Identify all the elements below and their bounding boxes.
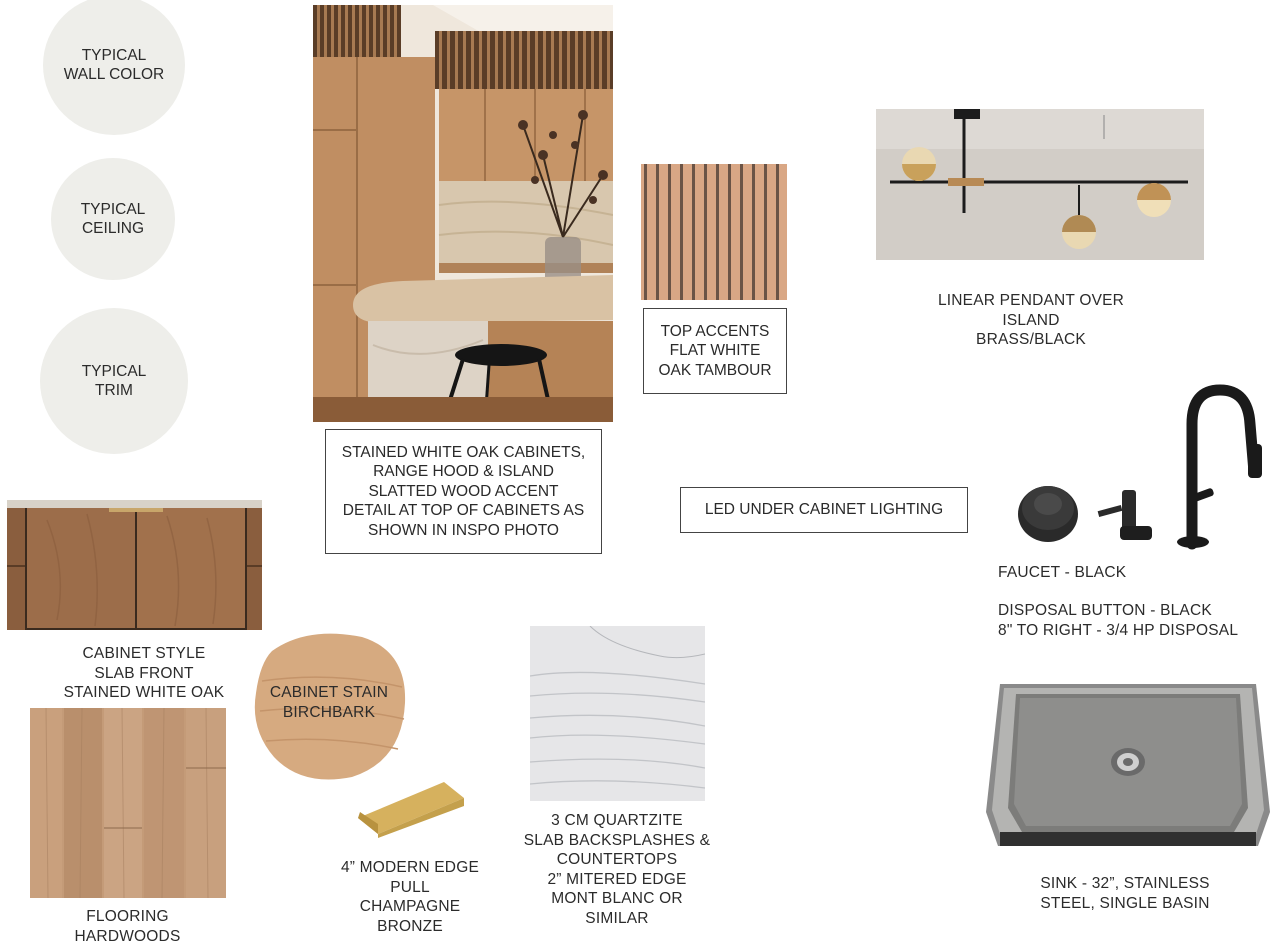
trim-label: TYPICAL TRIM (81, 362, 147, 399)
quartzite-caption: 3 CM QUARTZITE SLAB BACKSPLASHES & COUNTERTOPS 2” MITERED EDGE MONT BLANC OR SIMILAR (523, 812, 711, 927)
ceiling-swatch (51, 158, 175, 280)
edge-pull-photo (352, 780, 468, 838)
trim-swatch (40, 308, 188, 454)
cabinet-style-photo (7, 500, 262, 630)
led-lighting-box (680, 487, 968, 533)
inspiration-photo (313, 5, 613, 422)
sink-photo (986, 682, 1270, 846)
flooring-photo (30, 708, 226, 898)
pendant-caption: LINEAR PENDANT OVER ISLAND BRASS/BLACK (937, 292, 1125, 348)
inspo-caption: STAINED WHITE OAK CABINETS, RANGE HOOD & ISLAND SLATTED WOOD ACCENT DETAIL AT TOP OF CABINETS AS SHOWN IN INSPO PHOTO (341, 443, 586, 539)
tambour-caption-box (643, 308, 787, 394)
pendant-light-photo (876, 109, 1204, 260)
sink-caption: SINK - 32”, STAINLESS STEEL, SINGLE BASIN (1040, 875, 1210, 912)
cabinet-style-caption: CABINET STYLE SLAB FRONT STAINED WHITE OAK (63, 645, 225, 701)
faucet-fixtures-photo (1010, 384, 1272, 550)
faucet-caption: FAUCET - BLACK (998, 564, 1127, 581)
wall-color-swatch (43, 0, 185, 135)
tambour-sample (641, 164, 787, 300)
ceiling-label: TYPICAL CEILING (80, 200, 146, 237)
led-lighting-caption: LED UNDER CABINET LIGHTING (704, 501, 944, 519)
disposal-caption: DISPOSAL BUTTON - BLACK 8" TO RIGHT - 3/4 HP DISPOSAL (998, 602, 1239, 639)
tambour-caption: TOP ACCENTS FLAT WHITE OAK TAMBOUR (658, 322, 772, 379)
cabinet-stain-caption: CABINET STAIN BIRCHBARK (269, 684, 389, 721)
quartzite-photo (530, 626, 705, 801)
inspo-caption-box (325, 429, 602, 554)
flooring-caption: FLOORING HARDWOODS (74, 908, 181, 945)
wall-color-label: TYPICAL WALL COLOR (63, 46, 165, 83)
pull-caption: 4” MODERN EDGE PULL CHAMPAGNE BRONZE (340, 859, 479, 935)
